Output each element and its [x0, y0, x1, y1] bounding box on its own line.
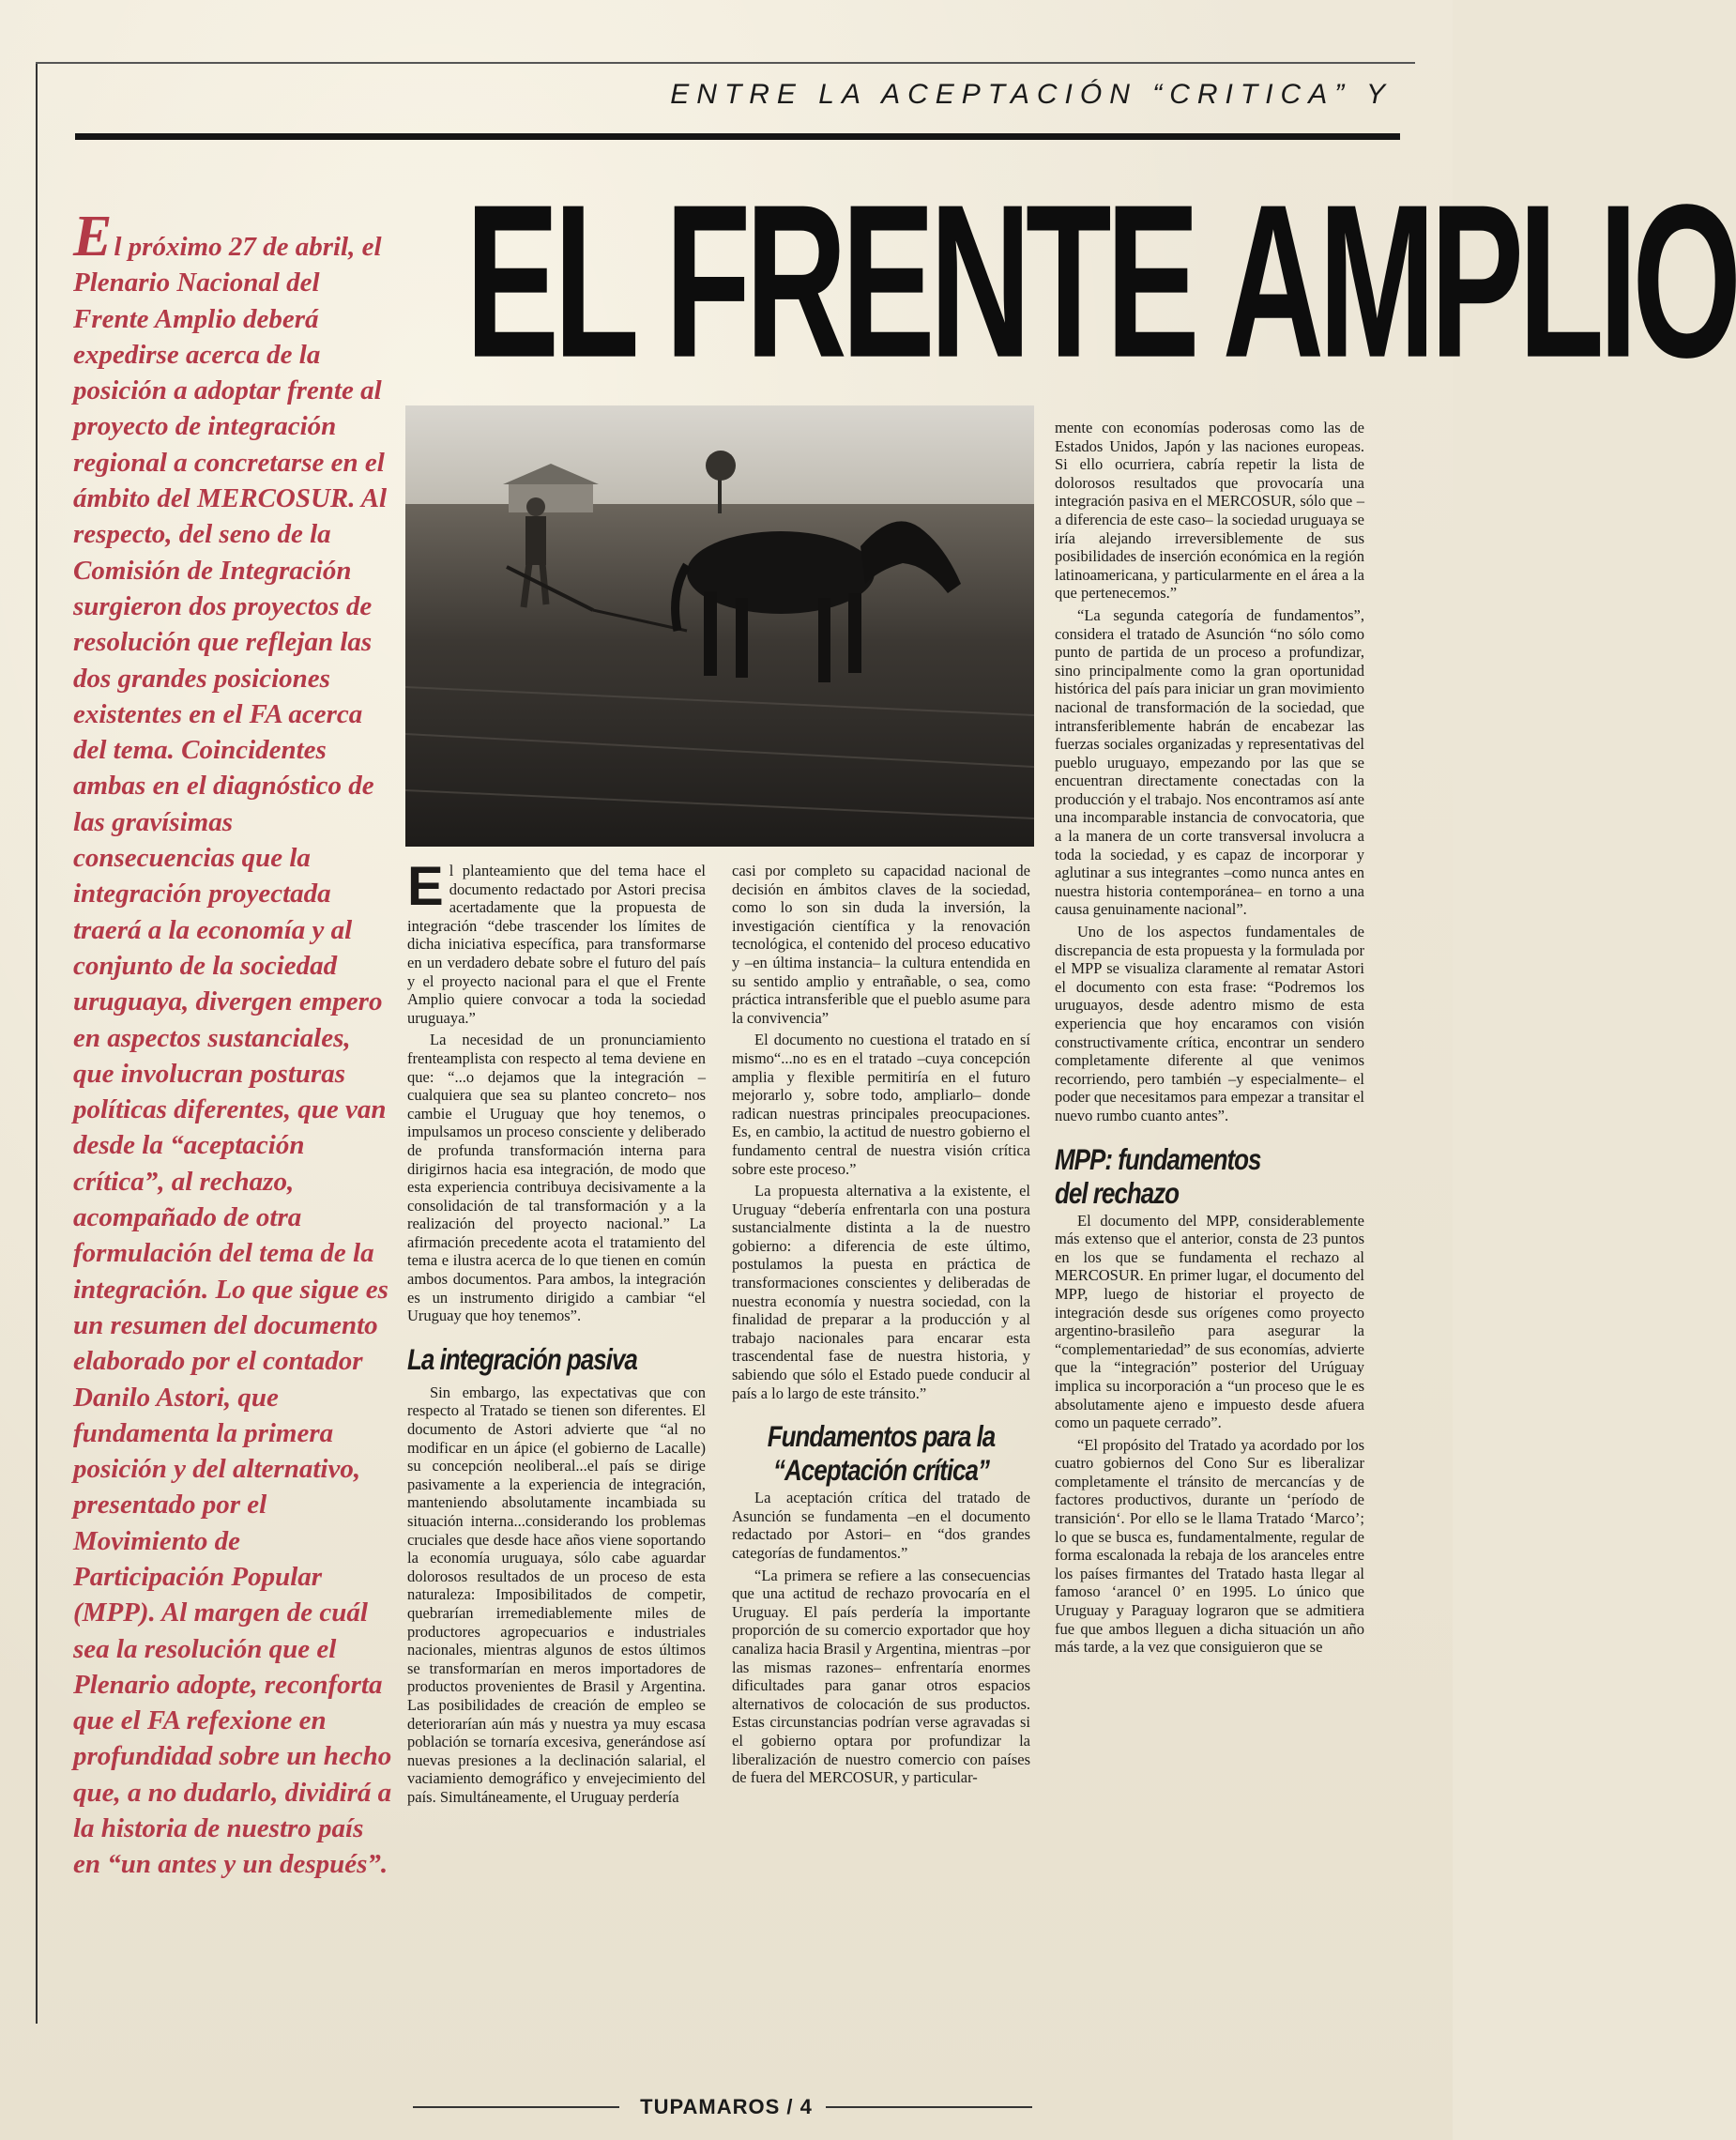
col2-paragraph-4: La aceptación crítica del tratado de Asunción se fundamenta –en el documento redactado por Astori– en “dos grandes categorías de fundamentos.” [732, 1489, 1030, 1562]
col2-paragraph-1: casi por completo su capacidad nacional de decisión en ámbitos claves de la sociedad, como lo son sin duda la inversión, la investigación científica y la renovación tecnológica, el contenido del proceso educativo y –en última instancia– la cultura entendida en su sentido amplio y entrañable, o sea, como práctica intransferible que el pueblo asume para la convivencia” [732, 862, 1030, 1027]
intro-text: l próximo 27 de abril, el Plenario Nacional del Frente Amplio deberá expedirse acerca de la posición a adoptar frente al proyecto de integración regional a concretarse en el ámbito del MERCOSUR. Al respecto, del seno de la Comisión de Integración surgieron dos proyectos de resolución que reflejan las dos grandes posiciones existentes en el FA acerca del tema. Coincidentes ambas en el diagnóstico de las gravísimas consecuencias que la integración proyectada traerá a la economía y al conjunto de la sociedad uruguaya, divergen empero en aspectos sustanciales, que involucran posturas políticas diferentes, que van desde la “aceptación crítica”, al rechazo, acompañado de otra formulación del tema de la integración. Lo que sigue es un resumen del documento elaborado por el contador Danilo Astori, que fundamenta la primera posición y del alternativo, presentado por el Movimiento de Participación Popular (MPP). Al margen de cuál sea la resolución que el Plenario adopte, reconforta que el FA refexione en profundidad sobre un hecho que, a no dudarlo, dividirá a la historia de nuestro país en “un antes y un después”. [73, 232, 392, 1880]
subhead-fundamentos [732, 1419, 1030, 1487]
plowing-horse-photo [405, 405, 1034, 847]
column-3 [1055, 419, 1364, 1660]
header-kicker: ENTRE LA ACEPTACIÓN “CRITICA” Y [670, 79, 1393, 110]
col3-paragraph-4: El documento del MPP, considerablemente más extenso que el anterior, consta de 23 puntos en los que se fundamenta el rechazo al MERCOSUR. En primer lugar, el documento del MPP, luego de historiar el proyecto de integración desde sus orígenes como proyecto argentino-brasileño para asegurar la “complementariedad” de sus economías, advierte que la “integración” posterior del Urúguay implica su incorporación a “un proceso que le es absolutamente ajeno e impuesto desde afuera como un paquete cerrado”. [1055, 1211, 1364, 1432]
subhead-mpp-line1: MPP: fundamentos [1055, 1141, 1261, 1176]
col3-paragraph-1: mente con economías poderosas como las de Estados Unidos, Japón y las naciones europeas. Si ello ocurriera, cabría repetir la lista de dolorosos resultados que provocaría una integración pasiva en el MERCOSUR, sólo que –a diferencia de este caso– la sociedad uruguaya se iría alejando irreversiblemente de sus posibilidades de inserción económica en la región latinoamericana, y particularmente en el área a la que pertenecemos.” [1055, 419, 1364, 603]
col3-paragraph-5: “El propósito del Tratado ya acordado por los cuatro gobiernos del Cono Sur es liberalizar completamente el tránsito de mercancías y de factores productivos, durante un ‘período de transición‘. Por ello se le llama Tratado ‘Marco’; lo que se busca es, fundamentalmente, regular de forma escalonada la rebaja de los aranceles entre los países firmantes del Tratado hasta llegar al famoso ‘arancel 0’ en 1995. Lo único que Uruguay y Paraguay lograron que se admitiera fue que ambos lleguen a dicha situación un año más tarde, a la vez que consiguieron que se [1055, 1435, 1364, 1657]
col3-paragraph-3: Uno de los aspectos fundamentales de discrepancia de esta propuesta y la formulada por el MPP se visualiza claramente al rematar Astori el documento con esta frase: “Podremos los uruguayos, desde adentro mismo de esta experiencia que hoy encaramos con visión constructivamente crítica, encontrar un sendero completamente diferente al que venimos recorriendo, pero también –y especialmente– el poder que necesitamos para empezar a transitar el nuevo rumbo cuanto antes”. [1055, 923, 1364, 1124]
subhead-integracion-pasiva: La integración pasiva [407, 1341, 637, 1376]
page-border-top [36, 62, 1415, 64]
col2-paragraph-3: La propuesta alternativa a la existente, el Uruguay “debería enfrentarla con una postura sustancialmente distinta a la de nuestro gobierno: a diferencia de este último, postulamos la puesta en práctica de transformaciones conscientes y deliberadas de nuestra economía y nuestra sociedad, con la finalidad de preparar a la producción y al trabajo nacionales para encarar esta trascendental fase de nuestra historia, y sabiendo que sólo el Estado puede conducir al país a lo largo de este tránsito.” [732, 1182, 1030, 1402]
subhead-fundamentos-line2: “Aceptación crítica” [773, 1453, 989, 1488]
page-footer: TUPAMAROS / 4 [640, 2095, 813, 2118]
page-border-left [36, 62, 38, 2024]
intro-paragraph [73, 205, 392, 1883]
col2-paragraph-2: El documento no cuestiona el tratado en sí mismo“...no es en el tratado –cuya concepción amplia y flexible permitiría en el futuro mejorarlo y, sobre todo, ampliarlo– donde radican nuestras principales preocupaciones. Es, en cambio, la actitud de nuestro gobierno el fundamento central de nuestra visión crítica sobre este proceso.” [732, 1031, 1030, 1178]
column-1 [407, 856, 706, 1811]
subhead-mpp [1055, 1142, 1364, 1210]
col1-paragraph-3: Sin embargo, las expectativas que con respecto al Tratado se tienen son diferentes. El documento de Astori advierte que “al no modificar en un ápice (el gobierno de Lacalle) su concepción neoliberal...el país se dirige pasivamente a la experiencia de integración, manteniendo absolutamente incambiada su situación interna...considerando los problemas cruciales que desde hace años viene soportando la economía uruguaya, sólo cabe aguardar dolorosos resultados de un proceso de esta naturaleza: Imposibilitados de competir, quebrarían irremediablemente miles de productores agropecuarios e industriales nacionales, mientras algunos de estos últimos se transformarían en meros importadores de productos provenientes de Brasil y Argentina. Las posibilidades de creación de empleo se deteriorarían aún más y nuestra ya muy escasa población se tornaría excesiva, generándose así nuevas presiones a la declinación salarial, el vaciamiento demográfico y envejecimiento del país. Simultáneamente, el Uruguay perdería [407, 1383, 706, 1806]
subhead-fundamentos-line1: Fundamentos para la [767, 1419, 996, 1454]
subhead-mpp-line2: del rechazo [1055, 1175, 1180, 1210]
intro-drop-cap: E [73, 205, 113, 268]
col1-paragraph-2: La necesidad de un pronunciamiento frenteamplista con respecto al tema deviene en que: “...o dejamos que la integración –cualquiera que sea su planteo concreto– nos cambie el Uruguay que hoy tenemos, o impulsamos un proceso consciente y deliberado de profunda transformación interna para dirigirnos hacia esa integración, de modo que esta experiencia contribuya decisivamente a la consolidación de tal transformación y a la realización del proyecto nacional.” La afirmación precedente acota el tratamiento del tema e ilustra acerca de lo que tienen en común ambos documentos. Para ambos, la integración es un instrumento dirigido a cambiar “el Uruguay que hoy tenemos”. [407, 1031, 706, 1325]
col3-paragraph-2: “La segunda categoría de fundamentos”, considera el tratado de Asunción “no sólo como punto de partida de un proceso a profundizar, sino principalmente como la gran oportunidad histórica del país para iniciar un gran movimiento nacional de transformación de la sociedad, que intransferiblemente habrán de encabezar las fuerzas sociales organizadas y representativas del pueblo uruguayo, empezando por las que se encuentran directamente conectadas con la producción y el trabajo. Nos encontramos así ante una incomparable instancia de convocatoria, que a la manera de un corte transversal involucra a toda la sociedad, y es capaz de incorporar y aglutinar a sus integrantes –como nunca antes en nuestra historia contemporánea– en torno a una causa genuinamente nacional”. [1055, 605, 1364, 919]
headline: EL FRENTE AMPLIO [465, 158, 1736, 404]
col1-paragraph-1: El planteamiento que del tema hace el documento redactado por Astori precisa acertadamente que la propuesta de integración “debe trascender los límites de dicha iniciativa específica, para transformarse en un verdadero debate sobre el futuro del país y el proyecto nacional para el que el Frente Amplio quiere convocar a toda la sociedad uruguaya.” [407, 856, 706, 1027]
column-2 [732, 862, 1030, 1791]
col1-drop-cap: E [407, 856, 444, 917]
col2-paragraph-5: “La primera se refiere a las consecuencias que una actitud de rechazo provocaría en el Uruguay. El país perdería la importante proporción de su comercio exportador que hoy canaliza hacia Brasil y Argentina, mientras –por las mismas razones– enfrentaría enormes dificultades para ganar otros espacios alternativos de colocación de sus productos. Estas circunstancias podrían verse agravadas si el gobierno optara por profundizar la liberalización de nuestro comercio con países de fuera del MERCOSUR, y particular- [732, 1566, 1030, 1787]
photo-image [405, 405, 1034, 847]
